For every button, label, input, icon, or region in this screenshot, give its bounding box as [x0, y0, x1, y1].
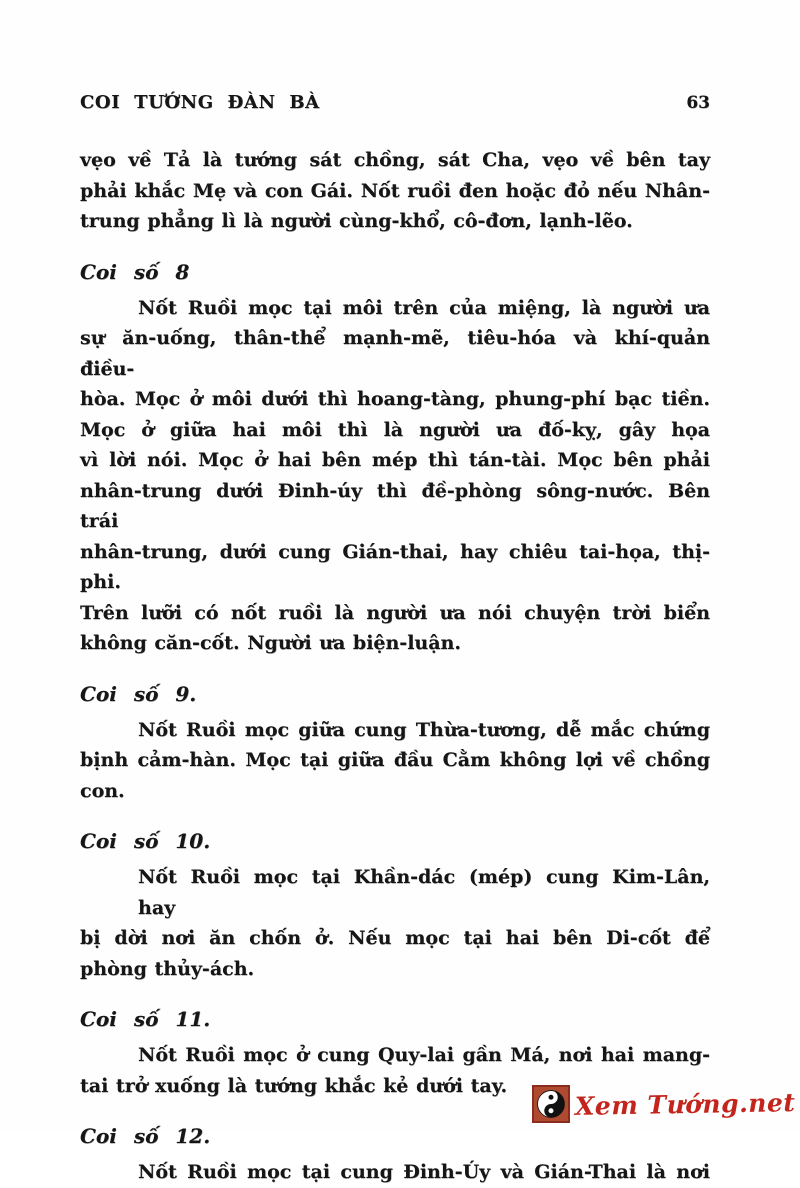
chapter-title: COI TƯỚNG ĐÀN BÀ [80, 92, 320, 113]
text-line: tai trở xuống là tướng khắc kẻ dưới tay. [80, 1074, 508, 1097]
paragraph [80, 715, 710, 807]
text-line: nhân-trung, dưới cung Gián-thai, hay chiêu tai-họa, thị-phi. [80, 540, 710, 593]
text-line: nhân-trung dưới Đinh-úy thì đề-phòng sông-nước. Bên trái [80, 479, 710, 532]
paragraph [80, 862, 710, 984]
text-line: Nốt Ruồi mọc giữa cung Thừa-tương, dễ mắc chứng [138, 718, 710, 741]
text-line: Nốt Ruồi mọc tại cung Đinh-Úy và Gián-Thai là nơi [138, 1161, 710, 1183]
text-line: sự ăn-uống, thân-thể mạnh-mẽ, tiêu-hóa và khí-quản điều- [80, 327, 710, 380]
text-line: không căn-cốt. Người ưa biện-luận. [80, 632, 461, 654]
text-line: Nốt Ruồi mọc ở cung Quy-lai gần Má, nơi hai mang- [138, 1044, 710, 1066]
section-heading: Coi số 9. [80, 681, 197, 706]
text-line: phải khắc Mẹ và con Gái. Nốt ruồi đen hoặc đỏ nếu Nhân- [80, 179, 710, 202]
paragraph [80, 145, 710, 237]
section-heading: Coi số 8 [80, 259, 190, 284]
text-line: trung phẳng lì là người cùng-khổ, cô-đơn, lạnh-lẽo. [80, 210, 633, 232]
text-line: hòa. Mọc ở môi dưới thì hoang-tàng, phung-phí bạc tiền. [80, 388, 710, 410]
section-heading: Coi số 11. [80, 1007, 211, 1031]
text-line: vẹo về Tả là tướng sát chồng, sát Cha, vẹo về bên tay [80, 149, 710, 171]
section-heading: Coi số 12. [80, 1124, 211, 1148]
text-line: vì lời nói. Mọc ở hai bên mép thì tán-tài. Mọc bên phải [80, 449, 710, 471]
text-line: bịnh cảm-hàn. Mọc tại giữa đầu Cằm không lợi về chồng [80, 749, 710, 771]
text-line: Mọc ở giữa hai môi thì là người ưa đố-kỵ, gây họa [80, 418, 710, 441]
text-line: Nốt Ruồi mọc tại Khần-dác (mép) cung Kim-Lân, hay [138, 866, 710, 919]
text-line: bị dời nơi ăn chốn ở. Nếu mọc tại hai bên Di-cốt để [80, 927, 710, 949]
section-heading: Coi số 10. [80, 829, 211, 853]
watermark [532, 1085, 795, 1123]
watermark-text: Xem Tướng.net [574, 1087, 796, 1121]
text-line: Trên lưỡi có nốt ruồi là người ưa nói chuyện trời biển [80, 601, 710, 624]
text-line: Nốt Ruồi mọc tại môi trên của miệng, là người ưa [138, 296, 710, 319]
yin-yang-icon [532, 1085, 570, 1123]
running-header [80, 92, 710, 113]
text-line: phòng thủy-ách. [80, 957, 255, 980]
text-line: con. [80, 779, 125, 802]
paragraph [80, 293, 710, 659]
page-content [80, 145, 710, 1188]
paragraph [80, 1157, 710, 1188]
page-number: 63 [686, 93, 710, 113]
